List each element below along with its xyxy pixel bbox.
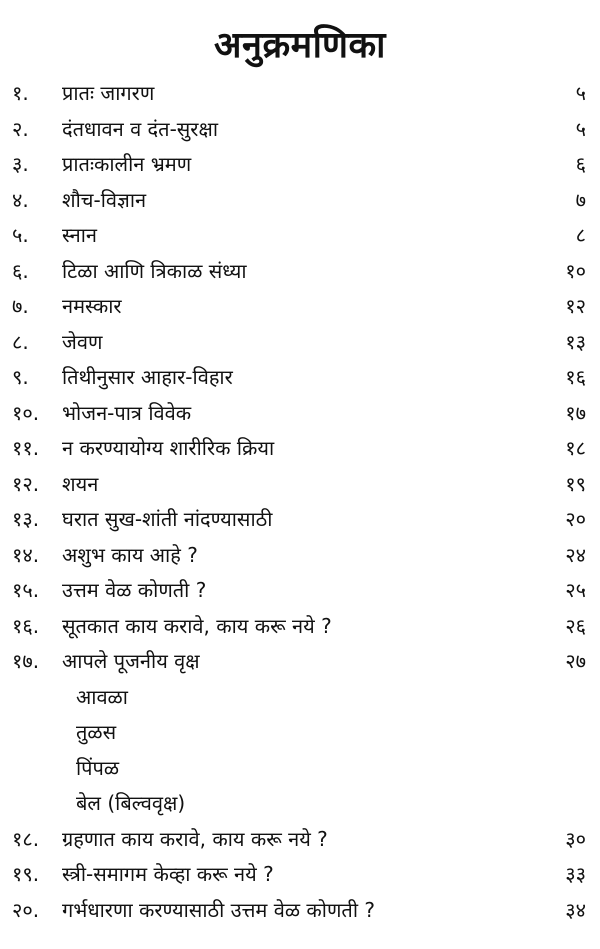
entry-title: घरात सुख-शांती नांदण्यासाठी	[62, 507, 273, 531]
toc-subentry	[0, 751, 600, 787]
entry-page: १६	[565, 365, 586, 389]
entry-page: ३४	[565, 897, 586, 922]
toc-entry	[0, 644, 600, 680]
toc-entry	[0, 538, 600, 574]
toc-entry	[0, 396, 600, 432]
entry-page: १८	[565, 436, 586, 460]
toc-entry	[0, 360, 600, 396]
entry-title: नमस्कार	[62, 294, 122, 318]
entry-page: २७	[565, 649, 586, 673]
entry-title: न करण्यायोग्य शारीरिक क्रिया	[62, 436, 275, 460]
entry-page: ३०	[565, 826, 586, 851]
entry-title: ग्रहणात काय करावे, काय करू नये ?	[62, 826, 328, 851]
entry-title: प्रातःकालीन भ्रमण	[62, 152, 192, 176]
entry-number: १३.	[12, 507, 40, 531]
entry-number: १४.	[12, 542, 40, 567]
entry-number: १९.	[12, 862, 40, 886]
entry-title: जेवण	[62, 329, 103, 354]
entry-number: १७.	[12, 649, 40, 673]
entry-number: १५.	[12, 578, 40, 602]
entry-page: २६	[565, 613, 586, 638]
entry-title: अशुभ काय आहे ?	[62, 542, 198, 567]
entry-page: ३३	[565, 862, 586, 886]
toc-entry	[0, 325, 600, 361]
entry-number: ९.	[12, 365, 29, 389]
entry-number: १२.	[12, 471, 40, 496]
subentry-title: बेल (बिल्ववृक्ष)	[76, 791, 186, 815]
toc-entry	[0, 218, 600, 254]
entry-number: १६.	[12, 613, 40, 638]
entry-title: स्त्री-समागम केव्हा करू नये ?	[62, 862, 274, 886]
toc-subentry	[0, 786, 600, 822]
entry-page: ५	[575, 81, 586, 105]
toc-entry	[0, 502, 600, 538]
entry-number: १०.	[12, 400, 40, 425]
entry-title: प्रातः जागरण	[62, 81, 155, 105]
entry-page: ५	[575, 116, 586, 141]
entry-title: आपले पूजनीय वृक्ष	[62, 649, 200, 673]
entry-number: ७.	[12, 294, 29, 318]
entry-page: ८	[575, 223, 586, 247]
entry-page: २०	[565, 507, 586, 531]
entry-title: स्नान	[62, 223, 98, 247]
entry-page: १२	[565, 294, 586, 318]
entry-page: २४	[565, 542, 586, 567]
subentry-title: पिंपळ	[76, 755, 120, 780]
entry-title: उत्तम वेळ कोणती ?	[62, 578, 207, 602]
entry-title: भोजन-पात्र विवेक	[62, 400, 192, 425]
toc-entry	[0, 254, 600, 290]
entry-title: शौच-विज्ञान	[62, 187, 147, 212]
table-of-contents	[0, 76, 600, 928]
toc-entry	[0, 147, 600, 183]
entry-title: सूतकात काय करावे, काय करू नये ?	[62, 613, 332, 638]
entry-page: १९	[565, 471, 586, 496]
entry-number: ८.	[12, 329, 29, 354]
page-title: अनुक्रमणिका	[214, 25, 386, 66]
entry-number: १.	[12, 81, 29, 105]
entry-number: १८.	[12, 826, 40, 851]
entry-title: टिळा आणि त्रिकाळ संध्या	[62, 258, 247, 283]
entry-number: ५.	[12, 223, 29, 247]
toc-subentry	[0, 715, 600, 751]
toc-entry	[0, 573, 600, 609]
entry-number: ३.	[12, 152, 29, 176]
toc-entry	[0, 289, 600, 325]
toc-entry	[0, 431, 600, 467]
entry-title: शयन	[62, 471, 99, 496]
entry-number: २०.	[12, 897, 40, 922]
toc-entry	[0, 893, 600, 929]
toc-entry	[0, 467, 600, 503]
toc-entry	[0, 822, 600, 858]
entry-number: ६.	[12, 258, 29, 283]
toc-entry	[0, 857, 600, 893]
subentry-title: तुळस	[76, 720, 117, 744]
entry-title: तिथीनुसार आहार-विहार	[62, 365, 233, 389]
subentry-title: आवळा	[76, 684, 128, 709]
entry-title: गर्भधारणा करण्यासाठी उत्तम वेळ कोणती ?	[62, 897, 375, 922]
entry-number: ११.	[12, 436, 40, 460]
toc-entry	[0, 609, 600, 645]
toc-entry	[0, 76, 600, 112]
entry-page: २५	[565, 578, 586, 602]
entry-title: दंतधावन व दंत-सुरक्षा	[62, 116, 219, 141]
entry-number: २.	[12, 116, 29, 141]
entry-page: ७	[575, 187, 586, 212]
entry-page: १७	[565, 400, 586, 425]
entry-number: ४.	[12, 187, 29, 212]
entry-page: १०	[565, 258, 586, 283]
toc-subentry	[0, 680, 600, 716]
toc-entry	[0, 112, 600, 148]
entry-page: १३	[565, 329, 586, 354]
entry-page: ६	[575, 152, 586, 176]
toc-entry	[0, 183, 600, 219]
